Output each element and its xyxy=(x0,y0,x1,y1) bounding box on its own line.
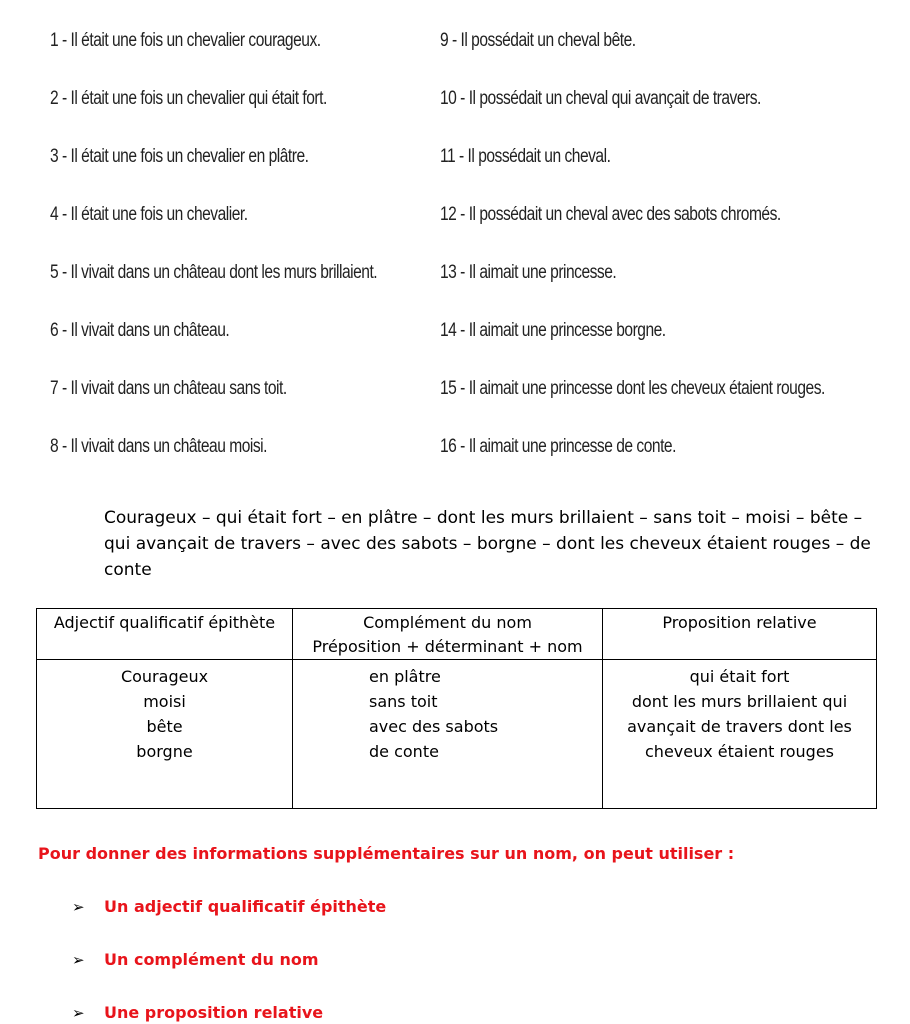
sentence-8: 8 - Il vivait dans un château moisi. xyxy=(50,436,267,457)
cell-complements xyxy=(293,660,603,809)
list-item: moisi xyxy=(143,692,186,711)
list-item: dont les murs brillaient qui xyxy=(631,692,848,711)
sentence-2: 2 - Il était une fois un chevalier qui était fort. xyxy=(50,88,327,109)
header-complement xyxy=(293,609,603,660)
rule-item-complement xyxy=(72,950,319,969)
header-complement-label: Complément du nom xyxy=(363,613,532,632)
arrowhead-bullet-icon: ➢ xyxy=(72,951,85,969)
table-header-row xyxy=(37,609,877,660)
header-relative xyxy=(603,609,877,660)
table-row xyxy=(37,660,877,809)
sentence-13: 13 - Il aimait une princesse. xyxy=(440,262,617,283)
sentence-3: 3 - Il était une fois un chevalier en plâtre. xyxy=(50,146,309,167)
classification-table xyxy=(36,608,877,809)
header-adjectif xyxy=(37,609,293,660)
sentence-16: 16 - Il aimait une princesse de conte. xyxy=(440,436,676,457)
header-adjectif-label: Adjectif qualificatif épithète xyxy=(53,613,276,632)
rule-item-label: Un adjectif qualificatif épithète xyxy=(104,897,387,916)
list-item: borgne xyxy=(136,742,193,761)
list-item: bête xyxy=(146,717,183,736)
sentence-14: 14 - Il aimait une princesse borgne. xyxy=(440,320,666,341)
sentence-9: 9 - Il possédait un cheval bête. xyxy=(440,30,636,51)
sentence-12: 12 - Il possédait un cheval avec des sabots chromés. xyxy=(440,204,781,225)
list-item: sans toit xyxy=(369,692,438,711)
sentence-11: 11 - Il possédait un cheval. xyxy=(440,146,611,167)
word-list: Courageux – qui était fort – en plâtre – dont les murs brillaient – sans toit – moisi – bête – qui avançait de travers – avec des sabots – borgne – dont les cheveux étaient rouges – de conte xyxy=(104,508,871,580)
sentence-5: 5 - Il vivait dans un château dont les murs brillaient. xyxy=(50,262,378,283)
list-item: en plâtre xyxy=(369,667,441,686)
cell-adjectifs xyxy=(37,660,293,809)
list-item: qui était fort xyxy=(689,667,790,686)
rule-item-label: Un complément du nom xyxy=(104,950,319,969)
rule-statement: Pour donner des informations supplémentaires sur un nom, on peut utiliser : xyxy=(38,844,735,863)
numbered-sentences xyxy=(0,0,910,480)
arrowhead-bullet-icon: ➢ xyxy=(72,898,85,916)
rule-item-relative xyxy=(72,1003,323,1022)
header-complement-sublabel: Préposition + déterminant + nom xyxy=(312,637,583,656)
sentence-10: 10 - Il possédait un cheval qui avançait de travers. xyxy=(440,88,761,109)
rule-item-adjectif xyxy=(72,897,386,916)
list-item: de conte xyxy=(369,742,439,761)
rule-item-label: Une proposition relative xyxy=(104,1003,324,1022)
list-item: Courageux xyxy=(120,667,209,686)
sentence-15: 15 - Il aimait une princesse dont les cheveux étaient rouges. xyxy=(440,378,825,399)
list-item: avec des sabots xyxy=(369,717,499,736)
arrowhead-bullet-icon: ➢ xyxy=(72,1004,85,1022)
header-relative-label: Proposition relative xyxy=(662,613,817,632)
list-item: avançait de travers dont les xyxy=(627,717,852,736)
list-item: cheveux étaient rouges xyxy=(645,742,834,761)
sentence-4: 4 - Il était une fois un chevalier. xyxy=(50,204,248,225)
sentence-7: 7 - Il vivait dans un château sans toit. xyxy=(50,378,287,399)
cell-relatives xyxy=(603,660,877,809)
sentence-1: 1 - Il était une fois un chevalier courageux. xyxy=(50,30,321,51)
sentence-6: 6 - Il vivait dans un château. xyxy=(50,320,230,341)
